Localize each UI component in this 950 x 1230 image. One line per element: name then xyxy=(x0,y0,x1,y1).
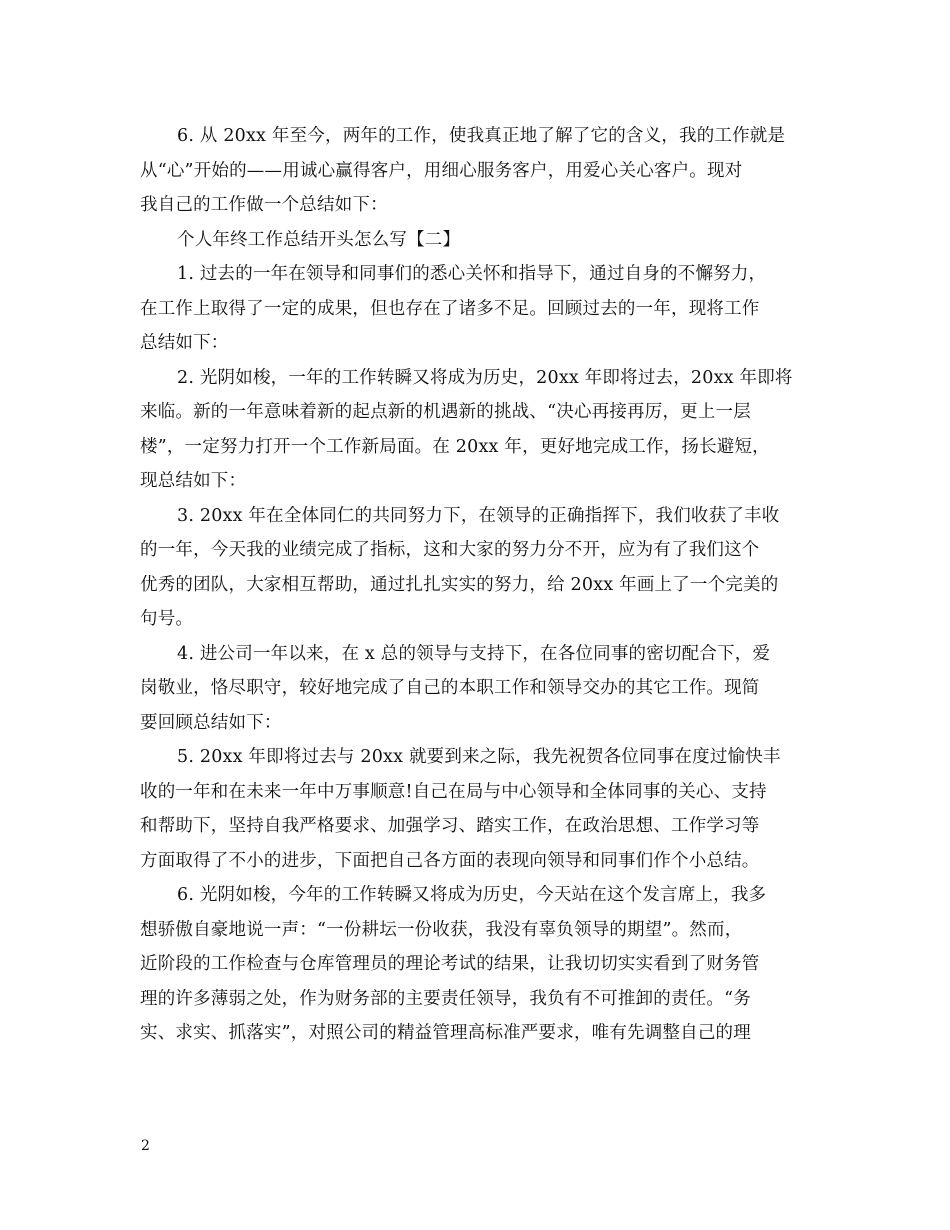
paragraph-4-line-1: 4. 进公司一年以来，在 x 总的领导与支持下，在各位同事的密切配合下，爱 xyxy=(177,643,771,664)
paragraph-2-line-4: 现总结如下： xyxy=(140,471,247,491)
page-number: 2 xyxy=(141,1138,150,1154)
paragraph-6b-line-2: 想骄傲自豪地说一声：“一份耕坛一份收获，我没有辜负领导的期望”。然而， xyxy=(140,919,743,940)
section-heading: 个人年终工作总结开头怎么写【二】 xyxy=(177,229,461,250)
paragraph-1-line-2: 在工作上取得了一定的成果，但也存在了诸多不足。回顾过去的一年，现将工作 xyxy=(140,298,760,319)
paragraph-6b-line-5: 实、求实、抓落实”，对照公司的精益管理高标准严要求，唯有先调整自己的理 xyxy=(140,1023,751,1043)
paragraph-3-line-3: 优秀的团队，大家相互帮助，通过扎扎实实的努力，给 20xx 年画上了一个完美的 xyxy=(140,574,779,595)
paragraph-3-line-4: 句号。 xyxy=(140,609,194,629)
paragraph-3-line-2: 的一年，今天我的业绩完成了指标，这和大家的努力分不开，应为有了我们这个 xyxy=(140,540,760,560)
paragraph-5-line-4: 方面取得了不小的进步，下面把自己各方面的表现向领导和同事们作个小总结。 xyxy=(140,850,760,871)
paragraph-6-line-3: 我自己的工作做一个总结如下： xyxy=(140,195,388,215)
paragraph-6b-line-3: 近阶段的工作检查与仓库管理员的理论考试的结果，让我切切实实看到了财务管 xyxy=(140,954,760,974)
paragraph-4-line-3: 要回顾总结如下： xyxy=(140,712,282,733)
paragraph-5-line-2: 收的一年和在未来一年中万事顺意!自己在局与中心领导和全体同事的关心、支持 xyxy=(140,781,767,802)
paragraph-6b-line-1: 6. 光阴如梭，今年的工作转瞬又将成为历史，今天站在这个发言席上，我多 xyxy=(177,885,767,905)
paragraph-2-line-1: 2. 光阴如梭，一年的工作转瞬又将成为历史，20xx 年即将过去，20xx 年即将 xyxy=(177,367,793,388)
paragraph-6-line-1: 6. 从 20xx 年至今，两年的工作，使我真正地了解了它的含义，我的工作就是 xyxy=(177,126,786,146)
paragraph-2-line-3: 楼”，一定努力打开一个工作新局面。在 20xx 年，更好地完成工作，扬长避短， xyxy=(140,436,770,457)
paragraph-1-line-1: 1. 过去的一年在领导和同事们的悉心关怀和指导下，通过自身的不懈努力， xyxy=(177,264,767,284)
paragraph-6-line-2: 从“心”开始的——用诚心赢得客户，用细心服务客户，用爱心关心客户。现对 xyxy=(140,160,743,181)
document-body xyxy=(140,119,812,1051)
paragraph-1-line-3: 总结如下： xyxy=(140,333,229,353)
paragraph-6b-line-4: 理的许多薄弱之处，作为财务部的主要责任领导，我负有不可推卸的责任。“务 xyxy=(140,988,751,1009)
paragraph-3-line-1: 3. 20xx 年在全体同仁的共同努力下，在领导的正确指挥下，我们收获了丰收 xyxy=(177,505,780,526)
paragraph-5-line-1: 5. 20xx 年即将过去与 20xx 就要到来之际，我先祝贺各位同事在度过愉快丰 xyxy=(177,747,781,767)
paragraph-2-line-2: 来临。新的一年意味着新的起点新的机遇新的挑战、“决心再接再厉，更上一层 xyxy=(140,402,751,422)
paragraph-5-line-3: 和帮助下，坚持自我严格要求、加强学习、踏实工作，在政治思想、工作学习等 xyxy=(140,816,760,836)
paragraph-4-line-2: 岗敬业，恪尽职守，较好地完成了自己的本职工作和领导交办的其它工作。现简 xyxy=(140,678,760,698)
